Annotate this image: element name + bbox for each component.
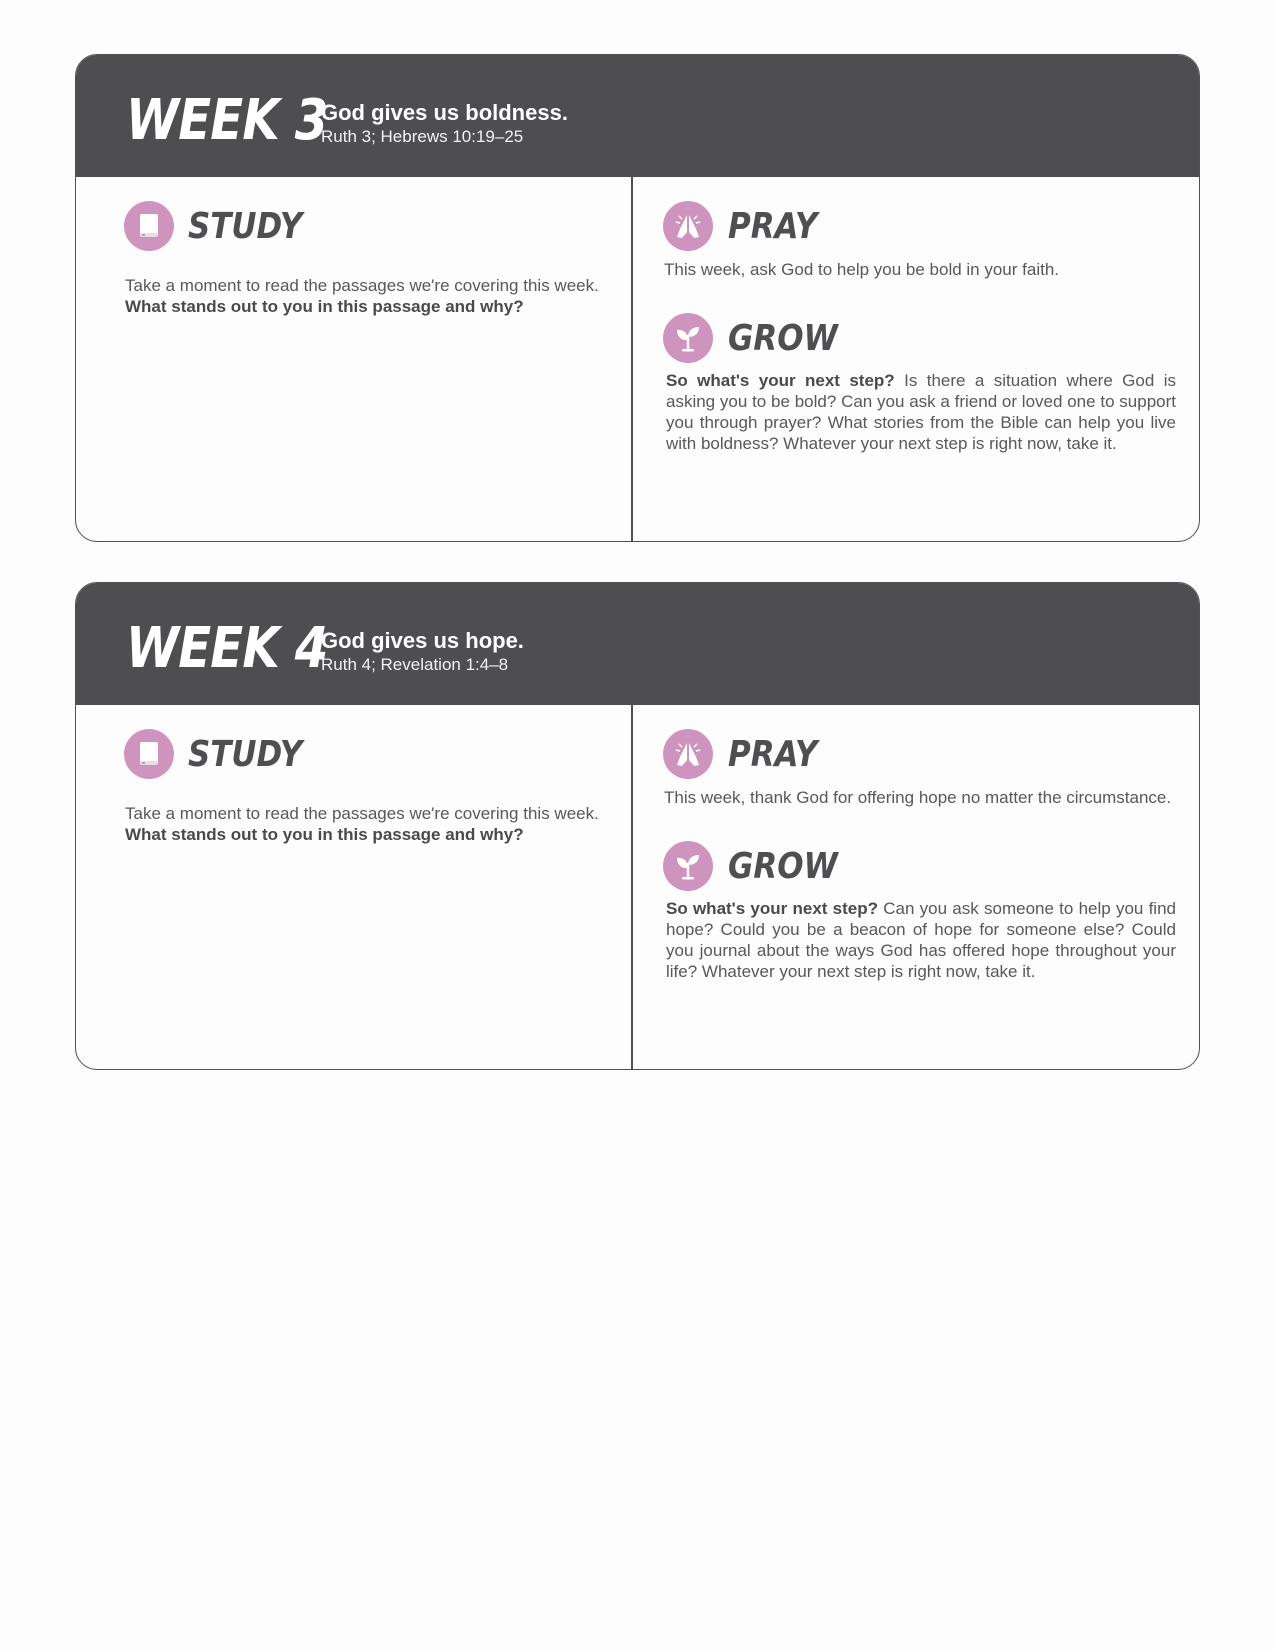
study-heading: STUDY bbox=[188, 734, 303, 775]
grow-lead: So what's your next step? bbox=[666, 371, 895, 390]
grow-heading: GROW bbox=[728, 846, 838, 887]
column-divider bbox=[631, 705, 633, 1070]
week-header bbox=[76, 55, 1199, 177]
pray-text: This week, ask God to help you be bold in your faith. bbox=[664, 260, 1060, 279]
column-divider bbox=[631, 177, 633, 542]
pray-heading: PRAY bbox=[728, 206, 818, 247]
scripture-reference: Ruth 4; Revelation 1:4–8 bbox=[321, 655, 509, 674]
study-heading: STUDY bbox=[188, 206, 303, 247]
week-label: WEEK 4 bbox=[126, 616, 328, 681]
book-icon bbox=[124, 729, 174, 779]
week-4-card bbox=[75, 582, 1200, 1070]
study-text: Take a moment to read the passages we're covering this week. bbox=[125, 804, 599, 823]
praying-hands-icon bbox=[663, 729, 713, 779]
study-prompt: What stands out to you in this passage and why? bbox=[125, 825, 524, 844]
grow-heading: GROW bbox=[728, 318, 838, 359]
study-instructions bbox=[125, 275, 615, 317]
book-icon bbox=[124, 201, 174, 251]
week-theme: God gives us hope. bbox=[321, 628, 524, 653]
study-text: Take a moment to read the passages we're covering this week. bbox=[125, 276, 599, 295]
grow-text: Can you ask someone to help you find hope? Could you be a beacon of hope for someone else? Could you journal about the ways God has offered hope throughout your life? Whatever your next step is right now, take it. bbox=[666, 899, 1176, 981]
grow-paragraph bbox=[666, 370, 1176, 454]
praying-hands-icon bbox=[663, 201, 713, 251]
scripture-reference: Ruth 3; Hebrews 10:19–25 bbox=[321, 127, 524, 146]
sprout-icon bbox=[663, 841, 713, 891]
grow-lead: So what's your next step? bbox=[666, 899, 879, 918]
pray-heading: PRAY bbox=[728, 734, 818, 775]
week-theme: God gives us boldness. bbox=[321, 100, 568, 125]
pray-text: This week, thank God for offering hope no matter the circumstance. bbox=[664, 788, 1172, 807]
study-prompt: What stands out to you in this passage and why? bbox=[125, 297, 524, 316]
sprout-icon bbox=[663, 313, 713, 363]
study-instructions bbox=[125, 803, 615, 845]
week-label: WEEK 3 bbox=[126, 88, 328, 153]
week-header bbox=[76, 583, 1199, 705]
grow-text: Is there a situation where God is asking you to be bold? Can you ask a friend or loved one to support you through prayer? What stories from the Bible can help you live with boldness? Whatever your next step is right now, take it. bbox=[666, 371, 1176, 453]
grow-paragraph bbox=[666, 898, 1176, 982]
week-3-card bbox=[75, 54, 1200, 542]
